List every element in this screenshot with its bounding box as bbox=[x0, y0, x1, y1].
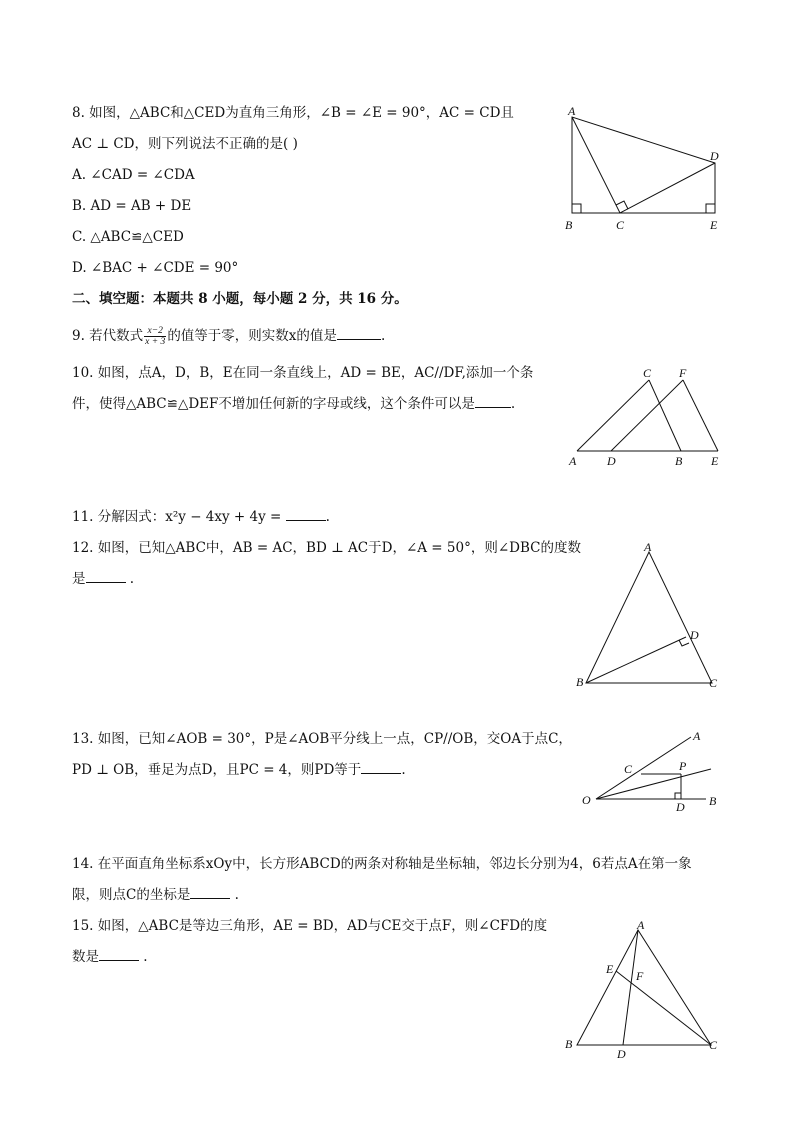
q12-line2-text: 是 bbox=[72, 571, 86, 587]
q8-label-a: A bbox=[568, 104, 576, 118]
q12-label-a: A bbox=[644, 540, 652, 554]
q9-numerator: x−2 bbox=[144, 326, 166, 337]
q9-post: 的值等于零，则实数x的值是 bbox=[167, 328, 337, 344]
q15-end: . bbox=[143, 949, 148, 965]
q12-right-angle-d bbox=[679, 640, 689, 646]
q13-line2 bbox=[72, 761, 406, 779]
section-title: 二、填空题：本题共 8 小题，每小题 2 分，共 16 分。 bbox=[72, 291, 408, 307]
q8-line1: 8. 如图，△ABC和△CED为直角三角形，∠B = ∠E = 90°，AC = CD且 bbox=[72, 105, 514, 121]
q12-line2 bbox=[72, 570, 134, 588]
q13-line2-text: PD ⊥ OB，垂足为点D，且PC = 4，则PD等于 bbox=[72, 762, 362, 778]
q8-option-a: A. ∠CAD = ∠CDA bbox=[72, 167, 195, 183]
q12-end: . bbox=[129, 571, 135, 587]
q10-label-c: C bbox=[643, 366, 652, 380]
q14-answer-blank[interactable] bbox=[190, 886, 230, 899]
q12-label-d: D bbox=[690, 628, 699, 642]
q12-line1: 12. 如图，已知△ABC中，AB = AC，BD ⊥ AC于D，∠A = 50°，则∠DBC的度数 bbox=[72, 540, 581, 556]
q8-option-b: B. AD = AB + DE bbox=[72, 198, 192, 214]
q8-label-d: D bbox=[710, 149, 719, 163]
q10-segment-ac bbox=[577, 380, 649, 451]
q10-label-d: D bbox=[607, 454, 616, 468]
q14-line2 bbox=[72, 886, 239, 904]
q10-segment-cb bbox=[649, 380, 681, 451]
q10-segment-fe bbox=[683, 380, 718, 451]
q11-answer-blank[interactable] bbox=[286, 508, 326, 521]
q15-segment-ad bbox=[623, 930, 638, 1045]
q10-label-b: B bbox=[675, 454, 683, 468]
q8-label-c: C bbox=[616, 218, 625, 232]
q11-line bbox=[72, 508, 330, 526]
q9-denominator: x + 3 bbox=[145, 337, 166, 347]
q8-triangle bbox=[572, 117, 715, 213]
q15-label-e: E bbox=[606, 962, 614, 976]
q11-end: . bbox=[325, 509, 330, 525]
q10-label-a: A bbox=[569, 454, 577, 468]
q14-line1: 14. 在平面直角坐标系xOy中，长方形ABCD的两条对称轴是坐标轴，邻边长分别为4，6若点A在第一象 bbox=[72, 856, 692, 872]
q15-line2-text: 数是 bbox=[72, 949, 99, 965]
q8-label-b: B bbox=[565, 218, 573, 232]
q8-label-e: E bbox=[710, 218, 718, 232]
q13-label-b: B bbox=[709, 794, 717, 808]
q13-figure bbox=[578, 725, 726, 817]
q10-label-f: F bbox=[679, 366, 687, 380]
q13-line1: 13. 如图，已知∠AOB = 30°，P是∠AOB平分线上一点，CP//OB，交OA于点C， bbox=[72, 731, 572, 747]
q12-answer-blank[interactable] bbox=[86, 570, 126, 583]
q8-figure bbox=[560, 105, 730, 235]
q12-segment-bd bbox=[586, 637, 686, 683]
q10-line2-text: 件，使得△ABC≌△DEF不增加任何新的字母或线，这个条件可以是 bbox=[72, 396, 475, 412]
q13-label-a: A bbox=[693, 729, 701, 743]
q13-answer-blank[interactable] bbox=[361, 761, 401, 774]
q15-line1: 15. 如图，△ABC是等边三角形，AE = BD，AD与CE交于点F，则∠CFD的度 bbox=[72, 918, 548, 934]
q12-triangle bbox=[586, 552, 712, 683]
q8-option-c: C. △ABC≌△CED bbox=[72, 229, 184, 245]
q10-line1: 10. 如图，点A，D，B，E在同一条直线上，AD = BE，AC//DF,添加一个条 bbox=[72, 365, 534, 381]
q15-label-a: A bbox=[637, 918, 645, 932]
q15-label-b: B bbox=[565, 1037, 573, 1051]
q15-label-c: C bbox=[709, 1038, 718, 1052]
q15-triangle bbox=[577, 930, 711, 1045]
q8-line2: AC ⊥ CD，则下列说法不正确的是( ) bbox=[72, 136, 298, 152]
q15-segment-ce bbox=[616, 971, 711, 1045]
q12-label-b: B bbox=[576, 675, 584, 689]
q8-right-angle-b bbox=[572, 204, 581, 213]
q15-label-f: F bbox=[636, 969, 644, 983]
q13-end: . bbox=[401, 762, 406, 778]
q13-right-angle-d bbox=[675, 793, 681, 799]
q8-outline bbox=[572, 117, 715, 213]
q8-right-angle-e bbox=[706, 204, 715, 213]
q14-line2-text: 限，则点C的坐标是 bbox=[72, 887, 191, 903]
q13-label-p: P bbox=[679, 759, 687, 773]
q10-segment-df bbox=[611, 380, 683, 451]
q9-line bbox=[72, 326, 385, 347]
q10-end: . bbox=[510, 396, 516, 412]
q15-line2 bbox=[72, 948, 148, 966]
q9-answer-blank[interactable] bbox=[337, 327, 381, 340]
q12-figure bbox=[572, 540, 732, 690]
q9-fraction bbox=[144, 326, 166, 347]
q13-label-d: D bbox=[676, 800, 685, 814]
q9-end: . bbox=[380, 328, 386, 344]
q15-label-d: D bbox=[617, 1047, 626, 1061]
q15-figure bbox=[562, 918, 727, 1063]
q11-text: 11. 分解因式：x²y − 4xy + 4y = bbox=[72, 509, 282, 525]
q15-answer-blank[interactable] bbox=[99, 948, 139, 961]
q12-label-c: C bbox=[709, 676, 718, 690]
q13-label-c: C bbox=[624, 762, 633, 776]
q10-answer-blank[interactable] bbox=[475, 395, 511, 408]
q13-ray-oa bbox=[596, 737, 691, 799]
q10-figure bbox=[565, 365, 730, 475]
q10-label-e: E bbox=[711, 454, 719, 468]
q14-end: . bbox=[234, 887, 239, 903]
q9-pre: 9. 若代数式 bbox=[72, 328, 144, 344]
q10-line2 bbox=[72, 395, 515, 413]
q13-label-o: O bbox=[582, 793, 591, 807]
q8-option-d: D. ∠BAC + ∠CDE = 90° bbox=[72, 260, 239, 276]
